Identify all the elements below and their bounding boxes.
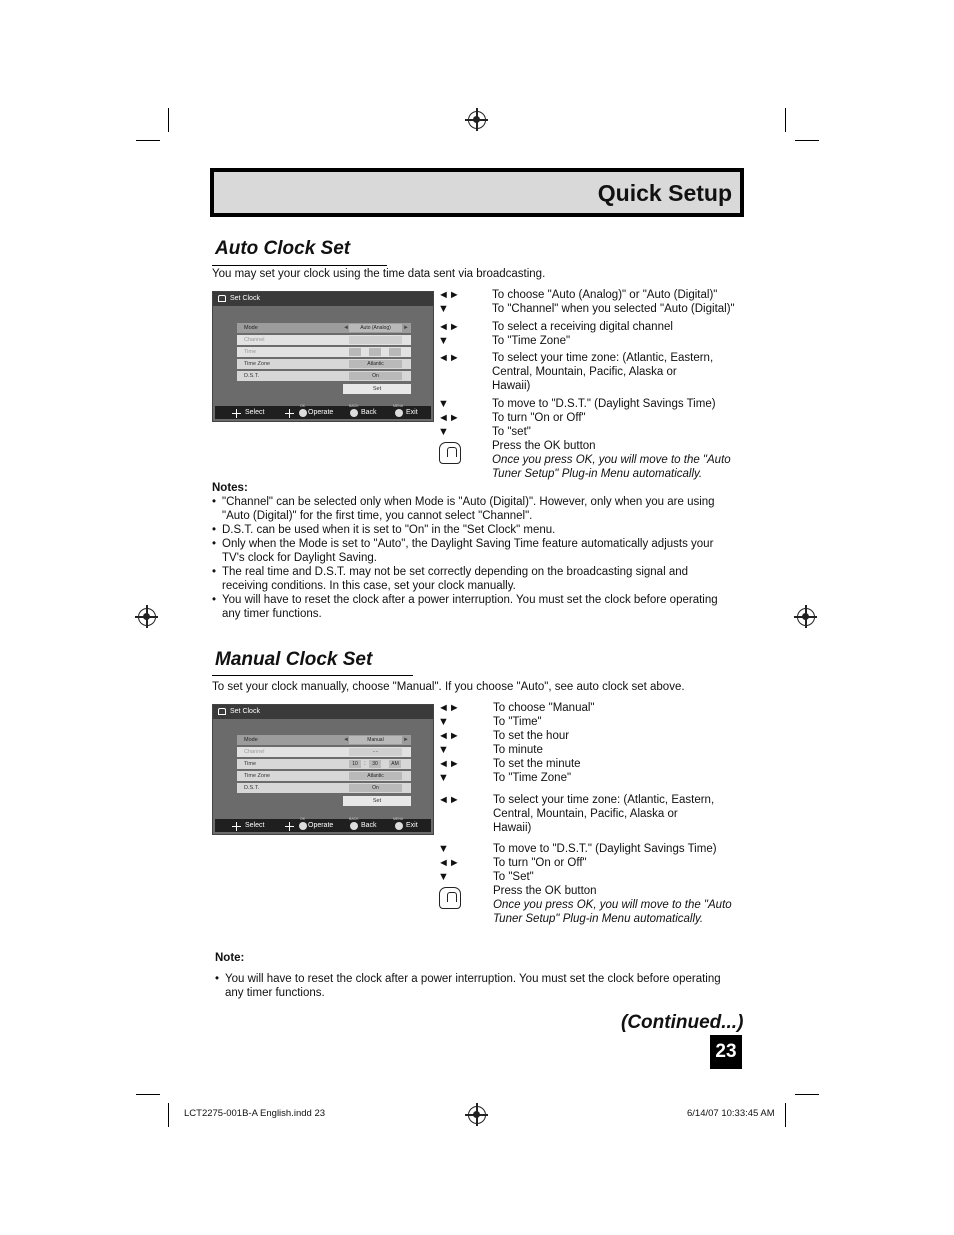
step-arrow: ◄► (438, 730, 460, 742)
step-arrow: ▼ (438, 843, 449, 855)
crop-mark (795, 140, 819, 141)
menu-row-time-zone[interactable]: Time Zone Atlantic (237, 359, 411, 369)
time-ampm-value[interactable]: AM (389, 760, 401, 768)
step-text: To move to "D.S.T." (Daylight Savings Time) (492, 398, 716, 410)
ok-hand-icon (439, 442, 461, 464)
menu-row-mode[interactable]: Mode ◄ Manual ► (237, 735, 411, 745)
manual-intro: To set your clock manually, choose "Manual". If you choose "Auto", see auto clock set above. (212, 681, 685, 693)
menu-row-channel[interactable]: Channel - - (237, 747, 411, 757)
step-text: To "Set" (493, 871, 534, 883)
tv-icon (218, 708, 226, 715)
step-arrow: ◄► (438, 412, 460, 424)
note-item: • The real time and D.S.T. may not be set correctly depending on the broadcasting signal and receiving conditions. In this case, set your clock manually. (212, 565, 752, 593)
manual-set-clock-screen (212, 704, 434, 835)
screen-title-bar (213, 705, 433, 719)
step-text: To minute (493, 744, 543, 756)
step-text: To move to "D.S.T." (Daylight Savings Time) (493, 843, 717, 855)
step-text: To turn "On or Off" (493, 857, 587, 869)
page-number: 23 (710, 1035, 742, 1069)
time-minute-value[interactable]: 30 (369, 760, 381, 768)
time-zone-value: Atlantic (349, 772, 402, 780)
time-zone-value: Atlantic (349, 360, 402, 368)
crop-mark (168, 108, 169, 132)
step-arrow: ◄► (438, 321, 460, 333)
note-item: • D.S.T. can be used when it is set to "On" in the "Set Clock" menu. (212, 523, 752, 537)
menu-row-time[interactable]: Time (237, 347, 411, 357)
crop-mark (795, 1094, 819, 1095)
ok-key-icon (299, 822, 307, 830)
menu-key-icon (395, 409, 403, 417)
ok-key-label: OK (300, 817, 306, 821)
right-arrow-icon: ► (403, 737, 409, 743)
select-label: Select (245, 822, 265, 829)
step-text: Press the OK button (492, 440, 596, 452)
note-item: • "Channel" can be selected only when Mode is "Auto (Digital)". However, only when you are using "Auto (Digital)" for the first time, you cannot select "Channel". (212, 495, 752, 523)
section-rule (212, 265, 387, 266)
step-text: To "Time" (493, 716, 542, 728)
exit-label: Exit (406, 409, 418, 416)
select-label: Select (245, 409, 265, 416)
right-arrow-icon: ► (403, 325, 409, 331)
manual-note-title-block (215, 951, 244, 965)
auto-clock-set-title: Auto Clock Set (215, 238, 351, 259)
menu-row-time[interactable]: Time 10 : 30 AM (237, 759, 411, 769)
dpad-icon (285, 409, 294, 418)
manual-steps (438, 701, 748, 931)
set-button[interactable]: Set (343, 384, 411, 394)
step-arrow: ▼ (438, 744, 449, 756)
dpad-icon (285, 822, 294, 831)
operate-label: Operate (308, 409, 334, 416)
ok-key-icon (299, 409, 307, 417)
notes-title: Notes: (212, 482, 248, 494)
time-separator: : (364, 761, 366, 767)
back-key-icon (350, 822, 358, 830)
page-header (210, 168, 744, 217)
channel-value (349, 336, 402, 344)
dst-value: On (349, 784, 402, 792)
left-arrow-icon: ◄ (343, 737, 349, 743)
mode-value: Manual (349, 736, 402, 744)
footer-file: LCT2275-001B-A English.indd 23 (184, 1108, 326, 1119)
crop-mark (136, 140, 160, 141)
step-note: Once you press OK, you will move to the "Auto (492, 454, 731, 466)
section-rule (212, 675, 413, 676)
menu-row-dst[interactable]: D.S.T. On (237, 783, 411, 793)
registration-mark-icon (468, 1106, 486, 1124)
screen-button-bar (215, 819, 431, 832)
step-arrow: ▼ (438, 772, 449, 784)
step-arrow: ◄► (438, 702, 460, 714)
step-note: Tuner Setup" Plug-in Menu automatically. (493, 913, 704, 925)
step-arrow: ▼ (438, 335, 449, 347)
screen-title: Set Clock (230, 295, 260, 302)
back-label: Back (361, 822, 377, 829)
exit-label: Exit (406, 822, 418, 829)
step-text: To turn "On or Off" (492, 412, 586, 424)
step-text: Central, Mountain, Pacific, Alaska or (492, 366, 677, 378)
step-arrow: ◄► (438, 857, 460, 869)
step-arrow: ▼ (438, 716, 449, 728)
step-arrow: ◄► (438, 794, 460, 806)
channel-value: - - (349, 748, 402, 756)
auto-steps (438, 288, 748, 488)
step-text: To choose "Auto (Analog)" or "Auto (Digital)" (492, 289, 718, 301)
registration-mark-icon (138, 608, 156, 626)
menu-key-icon (395, 822, 403, 830)
back-key-label: BACK (349, 817, 359, 821)
step-arrow: ▼ (438, 871, 449, 883)
dpad-icon (232, 822, 241, 831)
step-arrow: ▼ (438, 426, 449, 438)
note-item: • You will have to reset the clock after a power interruption. You must set the clock before operating any timer functions. (212, 593, 752, 621)
menu-row-channel[interactable]: Channel (237, 335, 411, 345)
step-text: Central, Mountain, Pacific, Alaska or (493, 808, 678, 820)
tv-icon (218, 295, 226, 302)
time-ampm-box (389, 348, 401, 356)
auto-set-clock-screen (212, 291, 434, 422)
time-hour-value[interactable]: 10 (349, 760, 361, 768)
screen-title: Set Clock (230, 708, 260, 715)
step-text: To set the minute (493, 758, 581, 770)
step-arrow: ▼ (438, 398, 449, 410)
registration-mark-icon (468, 111, 486, 129)
time-hour-box (349, 348, 361, 356)
mode-value: Auto (Analog) (349, 324, 402, 332)
menu-key-label: MENU (393, 817, 404, 821)
step-note: Once you press OK, you will move to the "Auto (493, 899, 732, 911)
manual-notes (215, 972, 755, 1000)
page-title: Quick Setup (597, 180, 732, 206)
back-key-label: BACK (349, 404, 359, 408)
set-button[interactable]: Set (343, 796, 411, 806)
step-arrow: ▼ (438, 303, 449, 315)
back-key-icon (350, 409, 358, 417)
step-text: To select your time zone: (Atlantic, Eastern, (493, 794, 715, 806)
step-text: To set the hour (493, 730, 570, 742)
step-text: To "Time Zone" (493, 772, 572, 784)
step-arrow: ◄► (438, 758, 460, 770)
step-text: To "Channel" when you selected "Auto (Digital)" (492, 303, 735, 315)
step-text: Hawaii) (492, 380, 531, 392)
menu-row-dst[interactable]: D.S.T. On (237, 371, 411, 381)
step-text: To select your time zone: (Atlantic, Eastern, (492, 352, 714, 364)
dst-value: On (349, 372, 402, 380)
menu-row-time-zone[interactable]: Time Zone Atlantic (237, 771, 411, 781)
screen-title-bar (213, 292, 433, 306)
dpad-icon (232, 409, 241, 418)
step-arrow: ◄► (438, 289, 460, 301)
manual-clock-set-title: Manual Clock Set (215, 649, 373, 670)
step-text: To select a receiving digital channel (492, 321, 673, 333)
step-text: Press the OK button (493, 885, 597, 897)
menu-key-label: MENU (393, 404, 404, 408)
crop-mark (168, 1103, 169, 1127)
step-note: Tuner Setup" Plug-in Menu automatically. (492, 468, 703, 480)
step-arrow: ◄► (438, 352, 460, 364)
ok-hand-icon (439, 887, 461, 909)
left-arrow-icon: ◄ (343, 325, 349, 331)
auto-intro: You may set your clock using the time data sent via broadcasting. (212, 268, 546, 280)
ok-key-label: OK (300, 404, 306, 408)
menu-row-mode[interactable]: Mode ◄ Auto (Analog) ► (237, 323, 411, 333)
step-text: To choose "Manual" (493, 702, 595, 714)
time-minute-box (369, 348, 381, 356)
operate-label: Operate (308, 822, 334, 829)
registration-mark-icon (797, 608, 815, 626)
crop-mark (785, 1103, 786, 1127)
note-item: • Only when the Mode is set to "Auto", the Daylight Saving Time feature automatically adjusts your TV's clock for Daylight Saving. (212, 537, 752, 565)
step-text: To "Time Zone" (492, 335, 571, 347)
back-label: Back (361, 409, 377, 416)
auto-notes (212, 481, 752, 621)
crop-mark (785, 108, 786, 132)
crop-mark (136, 1094, 160, 1095)
continued-label: (Continued...) (621, 1012, 744, 1033)
screen-button-bar (215, 406, 431, 419)
footer-datetime: 6/14/07 10:33:45 AM (687, 1108, 775, 1119)
note-item: • You will have to reset the clock after a power interruption. You must set the clock before operating any timer functions. (215, 972, 755, 1000)
step-text: Hawaii) (493, 822, 532, 834)
note-title: Note: (215, 952, 245, 964)
step-text: To "set" (492, 426, 531, 438)
